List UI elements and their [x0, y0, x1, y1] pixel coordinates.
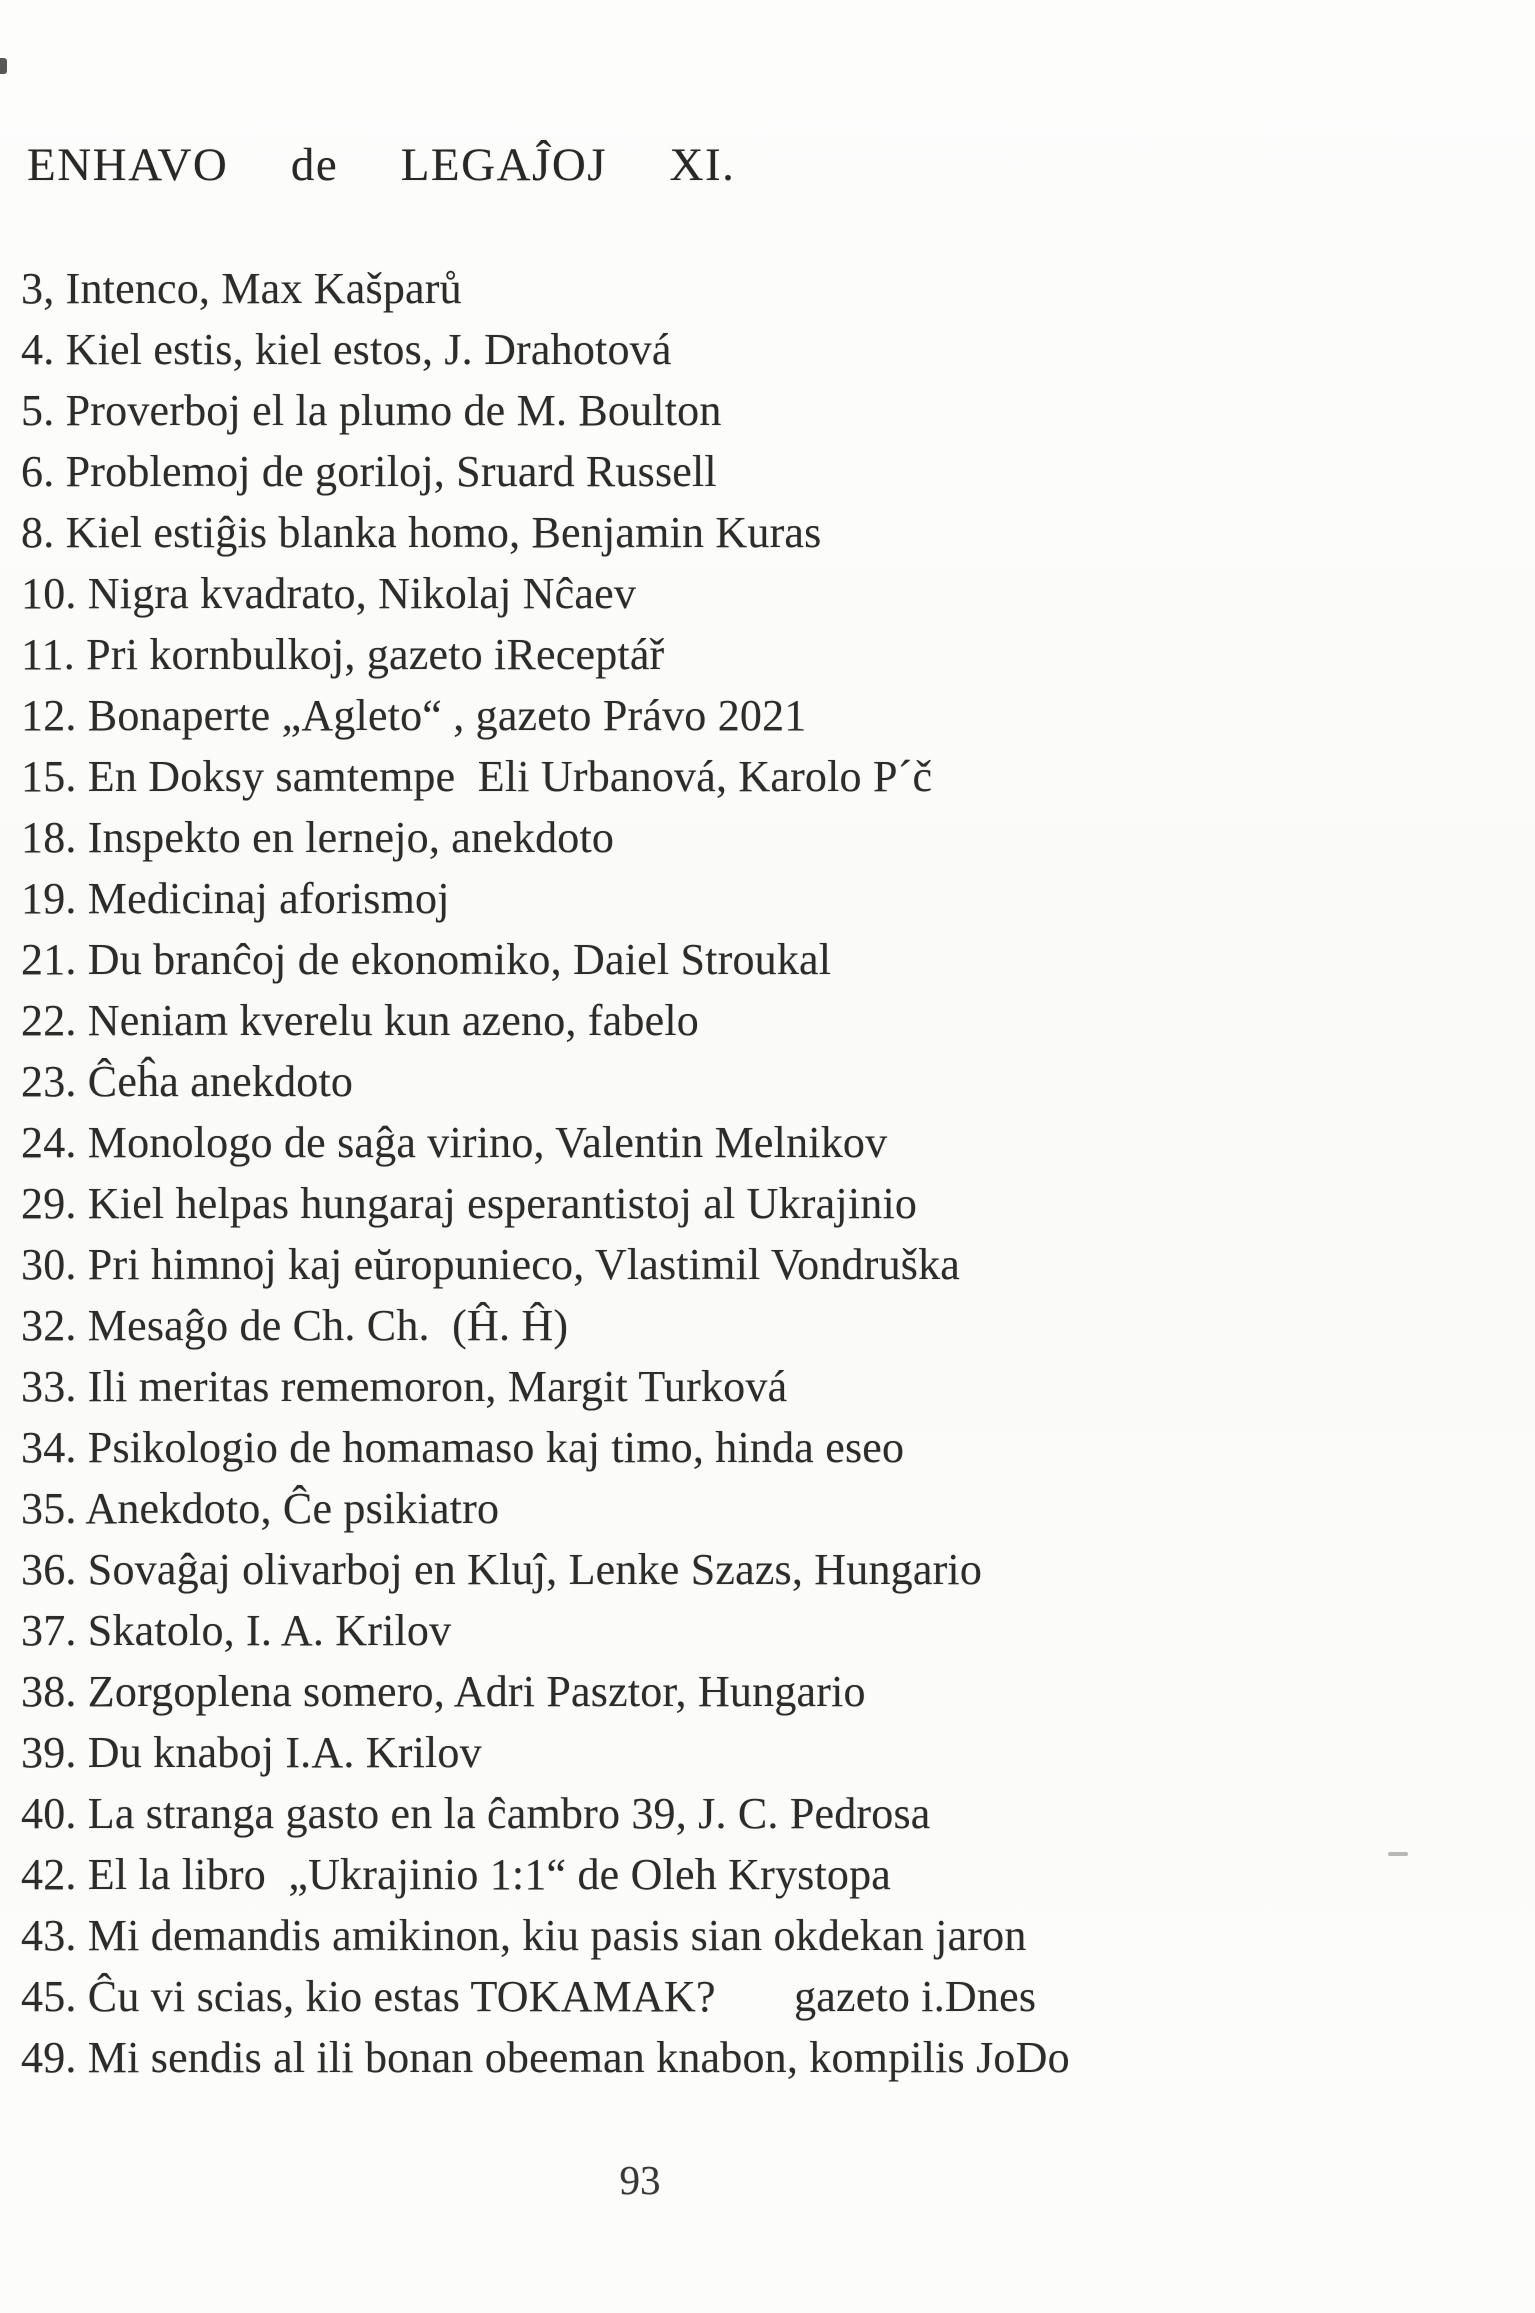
page-title: ENHAVO de LEGAĴOJ XI. — [27, 139, 736, 191]
toc-line: 43. Mi demandis amikinon, kiu pasis sian okdekan jaron — [21, 1911, 1027, 1960]
toc-line: 18. Inspekto en lernejo, anekdoto — [21, 813, 615, 862]
toc-line: 8. Kiel estiĝis blanka homo, Benjamin Kuras — [21, 508, 822, 557]
toc-line: 5. Proverboj el la plumo de M. Boulton — [21, 386, 722, 435]
toc-line: 42. El la libro „Ukrajinio 1:1“ de Oleh Krystopa — [21, 1850, 892, 1899]
toc-line: 49. Mi sendis al ili bonan obeeman knabon, kompilis JoDo — [21, 2033, 1070, 2082]
page-number: 93 — [619, 2157, 661, 2203]
toc-line: 19. Medicinaj aforismoj — [21, 874, 450, 923]
toc-line: 30. Pri himnoj kaj eŭropunieco, Vlastimil Vondruška — [21, 1240, 961, 1289]
toc-line: 32. Mesaĝo de Ch. Ch. (Ĥ. Ĥ) — [21, 1301, 569, 1350]
toc-line: 24. Monologo de saĝa virino, Valentin Melnikov — [21, 1118, 888, 1167]
toc-line: 40. La stranga gasto en la ĉambro 39, J. C. Pedrosa — [21, 1789, 931, 1838]
toc-line: 11. Pri kornbulkoj, gazeto iReceptář — [21, 630, 665, 679]
toc-line: 4. Kiel estis, kiel estos, J. Drahotová — [21, 325, 672, 374]
toc-line: 37. Skatolo, I. A. Krilov — [21, 1606, 452, 1655]
toc-line: 33. Ili meritas rememoron, Margit Turková — [21, 1362, 788, 1411]
toc-line: 36. Sovaĝaj olivarboj en Kluĵ, Lenke Szazs, Hungario — [21, 1545, 983, 1594]
toc-line: 34. Psikologio de homamaso kaj timo, hinda eseo — [21, 1423, 905, 1472]
toc-line: 3, Intenco, Max Kašparů — [21, 264, 462, 313]
toc-line: 35. Anekdoto, Ĉe psikiatro — [21, 1484, 500, 1533]
toc-line: 15. En Doksy samtempe Eli Urbanová, Karolo P´č — [21, 752, 933, 801]
toc-line: 38. Zorgoplena somero, Adri Pasztor, Hungario — [21, 1667, 866, 1716]
toc-line: 10. Nigra kvadrato, Nikolaj Nĉaev — [21, 569, 637, 618]
toc-line: 29. Kiel helpas hungaraj esperantistoj al Ukrajinio — [21, 1179, 918, 1228]
toc-line: 39. Du knaboj I.A. Krilov — [21, 1728, 482, 1777]
contents-list — [21, 258, 1525, 2088]
scan-edge-artifact — [0, 58, 7, 74]
toc-line: 6. Problemoj de goriloj, Sruard Russell — [21, 447, 717, 496]
toc-line: 22. Neniam kverelu kun azeno, fabelo — [21, 996, 699, 1045]
toc-line: 23. Ĉeĥa anekdoto — [21, 1057, 354, 1106]
toc-line: 21. Du branĉoj de ekonomiko, Daiel Stroukal — [21, 935, 832, 984]
toc-line: 12. Bonaperte „Agleto“ , gazeto Právo 2021 — [21, 691, 807, 740]
toc-line: 45. Ĉu vi scias, kio estas TOKAMAK? gazeto i.Dnes — [21, 1972, 1037, 2021]
